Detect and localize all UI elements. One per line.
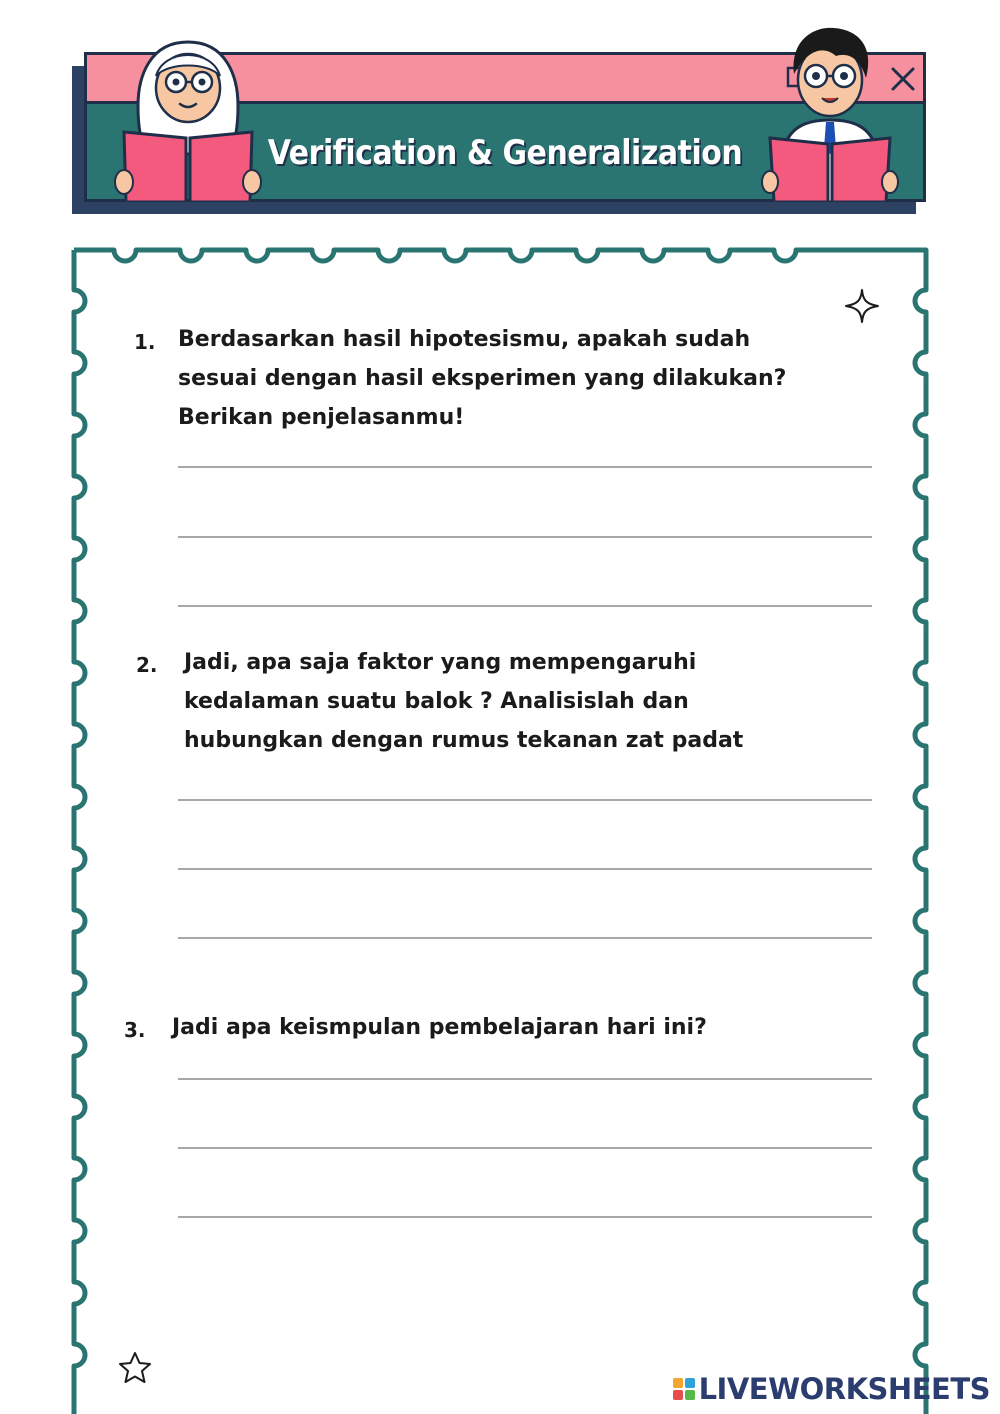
question-1-number: 1. bbox=[134, 330, 156, 354]
question-3-number: 3. bbox=[124, 1018, 146, 1042]
question-2-line: hubungkan dengan rumus tekanan zat padat bbox=[184, 728, 744, 753]
page-title: Verification & Generalization bbox=[267, 133, 743, 173]
question-3-text bbox=[172, 1008, 872, 1047]
girl-reading-illustration bbox=[108, 36, 268, 202]
answer-line-1b[interactable] bbox=[178, 536, 872, 538]
liveworksheets-logo-icon bbox=[673, 1378, 695, 1400]
liveworksheets-brand[interactable] bbox=[673, 1372, 990, 1406]
question-2-number: 2. bbox=[136, 653, 158, 677]
answer-line-2a[interactable] bbox=[178, 799, 872, 801]
question-2-line: Jadi, apa saja faktor yang mempengaruhi bbox=[184, 650, 697, 675]
question-2-line: kedalaman suatu balok ? Analisislah dan bbox=[184, 689, 689, 714]
answer-line-2b[interactable] bbox=[178, 868, 872, 870]
frame-left-edge bbox=[74, 250, 85, 1414]
answer-line-3a[interactable] bbox=[178, 1078, 872, 1080]
answer-line-3c[interactable] bbox=[178, 1216, 872, 1218]
answer-line-3b[interactable] bbox=[178, 1147, 872, 1149]
boy-reading-illustration bbox=[756, 22, 906, 202]
question-3-line: Jadi apa keismpulan pembelajaran hari ini? bbox=[172, 1015, 707, 1040]
question-2-text bbox=[184, 643, 874, 760]
answer-line-1a[interactable] bbox=[178, 466, 872, 468]
question-1-text bbox=[178, 320, 868, 437]
star-outline-icon bbox=[116, 1350, 154, 1386]
question-1-line: Berdasarkan hasil hipotesismu, apakah sudah bbox=[178, 327, 751, 352]
brand-name: LIVEWORKSHEETS bbox=[698, 1372, 990, 1406]
answer-line-2c[interactable] bbox=[178, 937, 872, 939]
question-1-line: Berikan penjelasanmu! bbox=[178, 405, 465, 430]
question-1-line: sesuai dengan hasil eksperimen yang dilakukan? bbox=[178, 366, 787, 391]
sparkle-icon bbox=[844, 288, 880, 324]
answer-line-1c[interactable] bbox=[178, 605, 872, 607]
